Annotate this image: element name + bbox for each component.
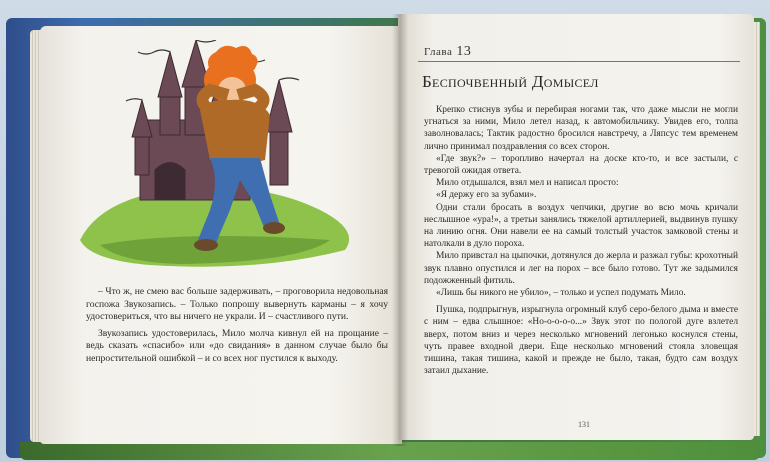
right-paragraph-1: Крепко стиснув зубы и перебирая ногами так, что даже мысли не могли угнаться за ними, Мило летел назад, к автомобильчику. Увидев его, толпа заволновалась; Тактик радостно бросился навстречу, а Ляпсус тем временем лично принимал поздравления со всех сторон. (424, 105, 738, 152)
chapter-number: 13 (456, 44, 472, 59)
left-paragraph-1: – Что ж, не смею вас больше задерживать, – проговорила недовольная госпожа Звукозапись. – Только попрошу вывернуть карманы – я хочу удостовериться, что вы ничего не украли. И – счастливого пути. (86, 286, 388, 323)
book-cover-edge (20, 442, 760, 460)
right-paragraph-6: Мило привстал на цыпочки, дотянулся до жерла и разжал губы: крохотный звук плавно опустился и лег на порох – все было готово. Тут же задымился подожженный фитиль. (424, 251, 738, 286)
castle-boy-illustration (60, 40, 360, 275)
right-paragraph-5: Одни стали бросать в воздух чепчики, другие во всю мочь кричали неслышное «ура!», а третьи занялись тяжелой артиллерией, выдвинув пушку на линию огня. Они навели ее на самый толстый участок замковой стены и натолкали в дуло пороха. (424, 202, 738, 250)
right-paragraph-4: «Я держу его за зубами». (436, 190, 537, 201)
right-paragraph-3: Мило отдышался, взял мел и написал просто: (436, 178, 619, 189)
book-gutter (392, 14, 408, 446)
chapter-word: Глава (424, 46, 453, 58)
right-paragraph-2: «Где звук?» – торопливо начертал на доске кто-то, и все застыли, с тревогой ожидая ответа. (424, 153, 738, 177)
chapter-label (424, 44, 471, 60)
left-page-text (86, 286, 388, 366)
chapter-title: Беспочвенный Домысел (422, 72, 599, 91)
right-paragraph-7: «Лишь бы никого не убило», – только и успел подумать Мило. (436, 288, 686, 299)
chapter-rule (418, 61, 740, 62)
left-paragraph-2: Звукозапись удостоверилась, Мило молча кивнул ей на прощание – ведь сказать «спасибо» или «до свидания» в данном случае было бы непростительной ошибкой – и со всех ног пустился к выходу. (86, 327, 388, 364)
right-page-text (424, 104, 738, 377)
page-number: 131 (578, 420, 590, 429)
right-paragraph-8: Пушка, подпрыгнув, изрыгнула огромный клуб серо-белого дыма и вместе с ним – едва слышное: «Но-о-о-о-о...» Звук этот по пологой дуге взлетел вверх, потом вниз и через несколько мгновений легонько коснулся стены, чуть правее входной двери. Еще несколько мгновений стояла зловещая тишина, такая тишина, какой и прежде не было, такая, будто сам воздух затаил дыхание. (424, 305, 738, 377)
